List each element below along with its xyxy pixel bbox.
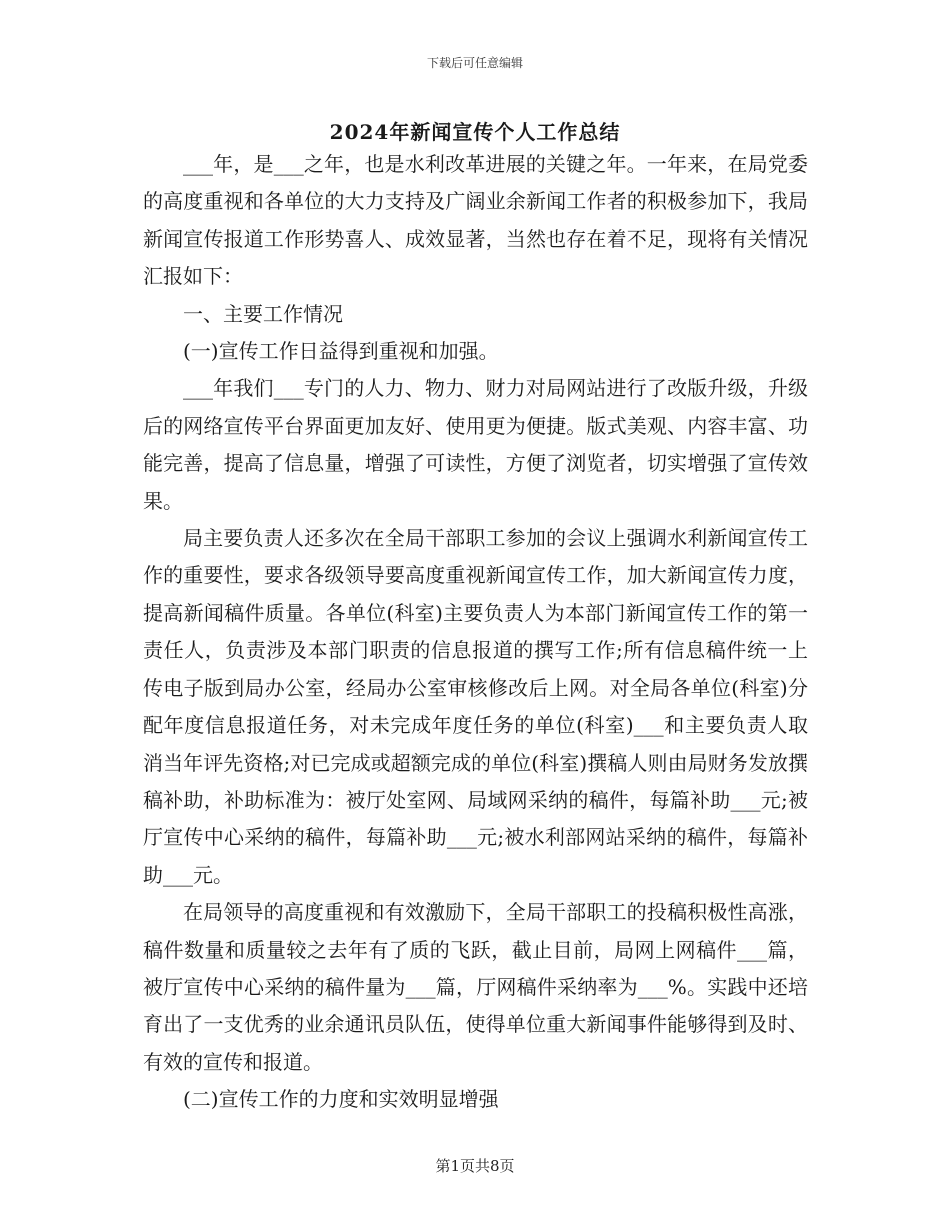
subsection-heading-2: (二)宣传工作的力度和实效明显增强	[183, 1087, 499, 1112]
page-number: 第1页共8页	[435, 1157, 515, 1175]
paragraph-leadership-emphasis: 局主要负责人还多次在全局干部职工参加的会议上强调水利新闻宣传工作的重要性，要求各级领导要高度重视新闻宣传工作，加大新闻宣传力度，提高新闻稿件质量。各单位(科室)主要负责人为本部门新闻宣传工作的第一责任人，负责涉及本部门职责的信息报道的撰写工作;所有信息稿件统一上传电子版到局办公室，经局办公室审核修改后上网。对全局各单位(科室)分配年度信息报道任务，对未完成年度任务的单位(科室)___和主要负责人取消当年评先资格;对已完成或超额完成的单位(科室)撰稿人则由局财务发放撰稿补助，补助标准为：被厅处室网、局域网采纳的稿件，每篇补助___元;被厅宣传中心采纳的稿件，每篇补助___元;被水利部网站采纳的稿件，每篇补助___元。	[143, 526, 808, 887]
paragraph-website-upgrade: ___年我们___专门的人力、物力、财力对局网站进行了改版升级，升级后的网络宣传平台界面更加友好、使用更为便捷。版式美观、内容丰富、功能完善，提高了信息量，增强了可读性，方便了浏览者，切实增强了宣传效果。	[143, 376, 808, 513]
section-heading-main-work: 一、主要工作情况	[183, 301, 343, 326]
header-note: 下载后可任意编辑	[426, 56, 523, 70]
document-body	[143, 146, 808, 1119]
subsection-heading-1: (一)宣传工作日益得到重视和加强。	[183, 339, 499, 364]
document-title: 2024年新闻宣传个人工作总结	[329, 120, 621, 144]
paragraph-intro: ___年，是___之年，也是水利改革进展的关键之年。一年来，在局党委的高度重视和各单位的大力支持及广阔业余新闻工作者的积极参加下，我局新闻宣传报道工作形势喜人、成效显著，当然也存在着不足，现将有关情况汇报如下：	[143, 152, 808, 289]
paragraph-results: 在局领导的高度重视和有效激励下，全局干部职工的投稿积极性高涨，稿件数量和质量较之去年有了质的飞跃，截止目前，局网上网稿件___篇，被厅宣传中心采纳的稿件量为___篇，厅网稿件采纳率为___%。实践中还培育出了一支优秀的业余通讯员队伍，使得单位重大新闻事件能够得到及时、有效的宣传和报道。	[143, 900, 808, 1074]
